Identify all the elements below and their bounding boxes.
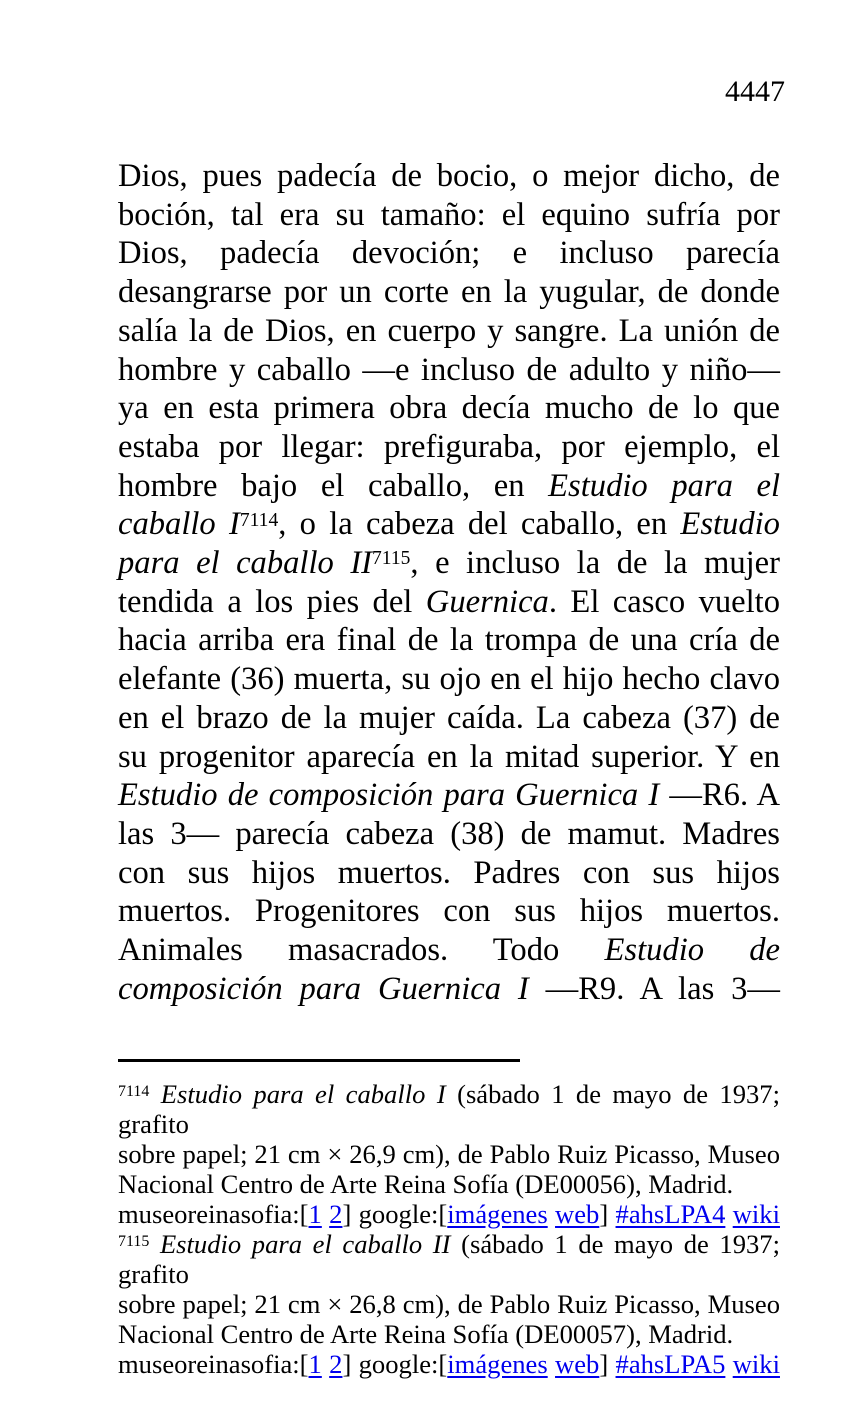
museoreinasofia-2-link[interactable]: 2 <box>329 1349 343 1379</box>
text-segment: sobre papel; 21 cm × 26,8 cm), de Pablo Ruiz Picasso, Museo <box>118 1289 780 1319</box>
google-web-link[interactable]: web <box>555 1199 600 1229</box>
text-segment: Estudio de composición para Guernica I <box>118 777 660 814</box>
superscript-ref: 7114 <box>118 1082 150 1100</box>
text-segment: (sábado 1 de mayo de 1937; grafito <box>118 1229 780 1289</box>
text-segment: desangrarse por un corte en la yugular, de donde <box>118 274 780 311</box>
footnote-separator <box>118 1059 520 1062</box>
footnote-line <box>118 1349 780 1379</box>
text-segment: museoreinasofia:[ <box>118 1349 309 1379</box>
text-segment: . El casco vuelto <box>548 583 780 620</box>
body-line <box>118 505 780 544</box>
text-segment: , o la cabeza del caballo, en <box>278 506 681 543</box>
text-segment: Estudio para el caballo II <box>159 1229 451 1259</box>
body-line <box>118 234 780 273</box>
text-segment: (sábado 1 de mayo de 1937; grafito <box>118 1079 780 1139</box>
body-line <box>118 892 780 931</box>
text-segment: hombre bajo el caballo, en <box>118 467 549 504</box>
body-line <box>118 699 780 738</box>
body-line <box>118 157 780 196</box>
footnotes-block <box>118 1079 780 1379</box>
body-line <box>118 428 780 467</box>
footnote-line <box>118 1199 780 1229</box>
text-segment: Estudio para el <box>548 467 780 504</box>
text-segment: hombre y caballo —e incluso de adulto y niño— <box>118 351 780 388</box>
ahslpa5-link[interactable]: #ahsLPA5 <box>615 1349 726 1379</box>
text-segment: salía la de Dios, en cuerpo y sangre. La unión de <box>118 312 780 349</box>
text-segment: ] <box>599 1349 616 1379</box>
text-segment: museoreinasofia:[ <box>118 1199 309 1229</box>
text-segment: composición para Guernica I <box>118 970 529 1007</box>
text-segment: hacia arriba era final de la trompa de una cría de <box>118 622 780 659</box>
text-segment: sobre papel; 21 cm × 26,9 cm), de Pablo Ruiz Picasso, Museo <box>118 1139 780 1169</box>
body-line <box>118 389 780 428</box>
google-imagenes-link[interactable]: imágenes <box>447 1349 548 1379</box>
text-segment: Nacional Centro de Arte Reina Sofía (DE00056), Madrid. <box>118 1169 734 1199</box>
body-text-block <box>118 157 780 1008</box>
body-line <box>118 544 780 583</box>
text-segment: las 3— parecía cabeza (38) de mamut. Madres <box>118 815 780 852</box>
body-line <box>118 467 780 506</box>
footnote-line <box>118 1139 780 1169</box>
text-segment <box>725 1199 732 1229</box>
page-number: 4447 <box>725 75 785 108</box>
text-segment: muertos. Progenitores con sus hijos muertos. <box>118 893 780 930</box>
text-segment: —R6. A <box>659 777 780 814</box>
text-segment: Nacional Centro de Arte Reina Sofía (DE00057), Madrid. <box>118 1319 734 1349</box>
body-line <box>118 738 780 777</box>
text-segment: elefante (36) muerta, su ojo en el hijo hecho clavo <box>118 661 780 698</box>
body-line <box>118 815 780 854</box>
text-segment: boción, tal era su tamaño: el equino sufría por <box>118 196 780 233</box>
text-segment: en el brazo de la mujer caída. La cabeza (37) de <box>118 699 780 736</box>
museoreinasofia-1-link[interactable]: 1 <box>308 1349 322 1379</box>
body-line <box>118 583 780 622</box>
body-line <box>118 621 780 660</box>
ahslpa4-link[interactable]: #ahsLPA4 <box>615 1199 726 1229</box>
text-segment: , e incluso la de la mujer <box>410 545 780 582</box>
footnote-line <box>118 1319 780 1349</box>
superscript-ref: 7115 <box>118 1232 150 1250</box>
body-line <box>118 854 780 893</box>
google-imagenes-link[interactable]: imágenes <box>447 1199 548 1229</box>
museoreinasofia-1-link[interactable]: 1 <box>308 1199 322 1229</box>
footnote-7115 <box>118 1229 780 1379</box>
body-line <box>118 931 780 970</box>
body-line <box>118 196 780 235</box>
text-segment: Animales masacrados. Todo <box>118 932 605 969</box>
body-line <box>118 660 780 699</box>
text-segment: ] google:[ <box>342 1349 448 1379</box>
wiki-link[interactable]: wiki <box>732 1349 780 1379</box>
text-segment: tendida a los pies del <box>118 583 426 620</box>
text-segment: Dios, pues padecía de bocio, o mejor dicho, de <box>118 158 780 194</box>
body-line <box>118 312 780 351</box>
footnote-line <box>118 1289 780 1319</box>
text-segment: ya en esta primera obra decía mucho de lo que <box>118 390 780 427</box>
footnote-line <box>118 1169 780 1199</box>
text-segment: estaba por llegar: prefiguraba, por ejemplo, el <box>118 428 780 465</box>
text-segment: su progenitor aparecía en la mitad superior. Y en <box>118 738 780 775</box>
body-line <box>118 351 780 390</box>
footnote-line <box>118 1229 780 1289</box>
text-segment: para el caballo II <box>118 545 373 582</box>
text-segment: Dios, padecía devoción; e incluso parecía <box>118 235 780 272</box>
museoreinasofia-2-link[interactable]: 2 <box>329 1199 343 1229</box>
body-line <box>118 273 780 312</box>
superscript-ref: 7115 <box>372 548 411 570</box>
wiki-link[interactable]: wiki <box>732 1199 780 1229</box>
text-segment <box>548 1199 555 1229</box>
text-segment <box>149 1079 160 1109</box>
body-line <box>118 970 780 1009</box>
footnote-7114 <box>118 1079 780 1229</box>
text-segment <box>548 1349 555 1379</box>
superscript-ref: 7114 <box>239 509 279 531</box>
text-segment: Estudio de <box>604 932 780 969</box>
text-segment: ] <box>599 1199 616 1229</box>
text-segment: Estudio <box>680 506 780 543</box>
text-segment <box>725 1349 732 1379</box>
text-segment: Estudio para el caballo I <box>160 1079 446 1109</box>
text-segment: ] google:[ <box>342 1199 448 1229</box>
text-segment: Guernica <box>425 583 549 620</box>
footnote-line <box>118 1079 780 1139</box>
text-segment <box>149 1229 160 1259</box>
body-line <box>118 776 780 815</box>
google-web-link[interactable]: web <box>555 1349 600 1379</box>
text-segment: con sus hijos muertos. Padres con sus hijos <box>118 854 780 891</box>
text-segment: —R9. A las 3— <box>528 970 780 1007</box>
text-segment: caballo I <box>118 506 240 543</box>
